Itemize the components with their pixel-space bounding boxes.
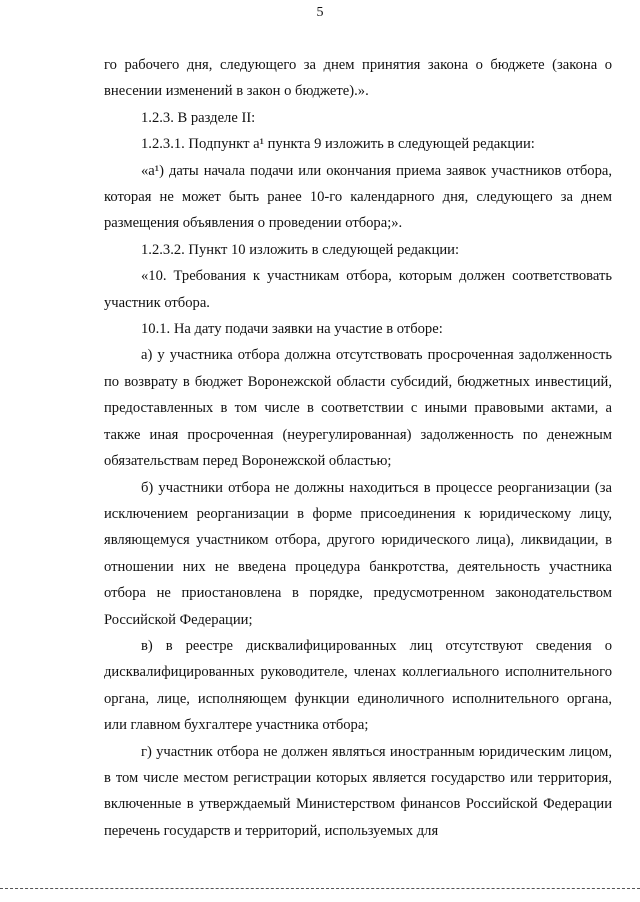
paragraph-quote-a1: «а¹) даты начала подачи или окончания приема заявок участников отбора, которая не может быть ранее 10-го календарного дня, следующего за днем размещения объявления о проведении отбора;». <box>104 162 612 232</box>
paragraph-item-v: в) в реестре дисквалифицированных лиц отсутствуют сведения о дисквалифицированных руководителе, членах коллегиального исполнительного органа, лице, исполняющем функции единоличного исполнительного органа, или главном бухгалтере участника отбора; <box>104 637 612 734</box>
paragraph-subitem-1232: 1.2.3.2. Пункт 10 изложить в следующей редакции: <box>141 241 460 258</box>
paragraph-10-1: 10.1. На дату подачи заявки на участие в отборе: <box>141 321 443 338</box>
paragraph-quote-10: «10. Требования к участникам отбора, которым должен соответствовать участник отбора. <box>104 268 612 311</box>
paragraph-item-g: г) участник отбора не должен являться иностранным юридическим лицом, в том числе местом регистрации которых является государство или территория, включенные в утверждаемый Министерством финансов Российской Федерации перечень государств и территорий, используемых для <box>104 743 612 839</box>
paragraph-item-a: а) у участника отбора должна отсутствовать просроченная задолженность по возврату в бюджет Воронежской области субсидий, бюджетных инвестиций, предоставленных в том числе в соответствии с иными правовыми актами, а также иная просроченная (неурегулированная) задолженность по денежным обязательствам перед Воронежской областью; <box>104 347 612 470</box>
page-number: 5 <box>316 5 324 20</box>
paragraph-continuation: го рабочего дня, следующего за днем принятия закона о бюджете (закона о внесении изменений в закон о бюджете).». <box>104 57 612 100</box>
scan-bottom-edge <box>0 888 640 889</box>
paragraph-subitem-1231: 1.2.3.1. Подпункт а¹ пункта 9 изложить в следующей редакции: <box>141 136 535 153</box>
paragraph-section-heading: 1.2.3. В разделе II: <box>141 109 256 126</box>
document-body <box>104 52 612 844</box>
paragraph-item-b: б) участники отбора не должны находиться в процессе реорганизации (за исключением реорганизации в форме присоединения к юридическому лицу, являющемуся участником отбора, другого юридического лица), ликвидации, в отношении них не введена процедура банкротства, деятельность участника отбора не приостановлена в порядке, предусмотренном законодательством Российской Федерации; <box>104 479 612 628</box>
